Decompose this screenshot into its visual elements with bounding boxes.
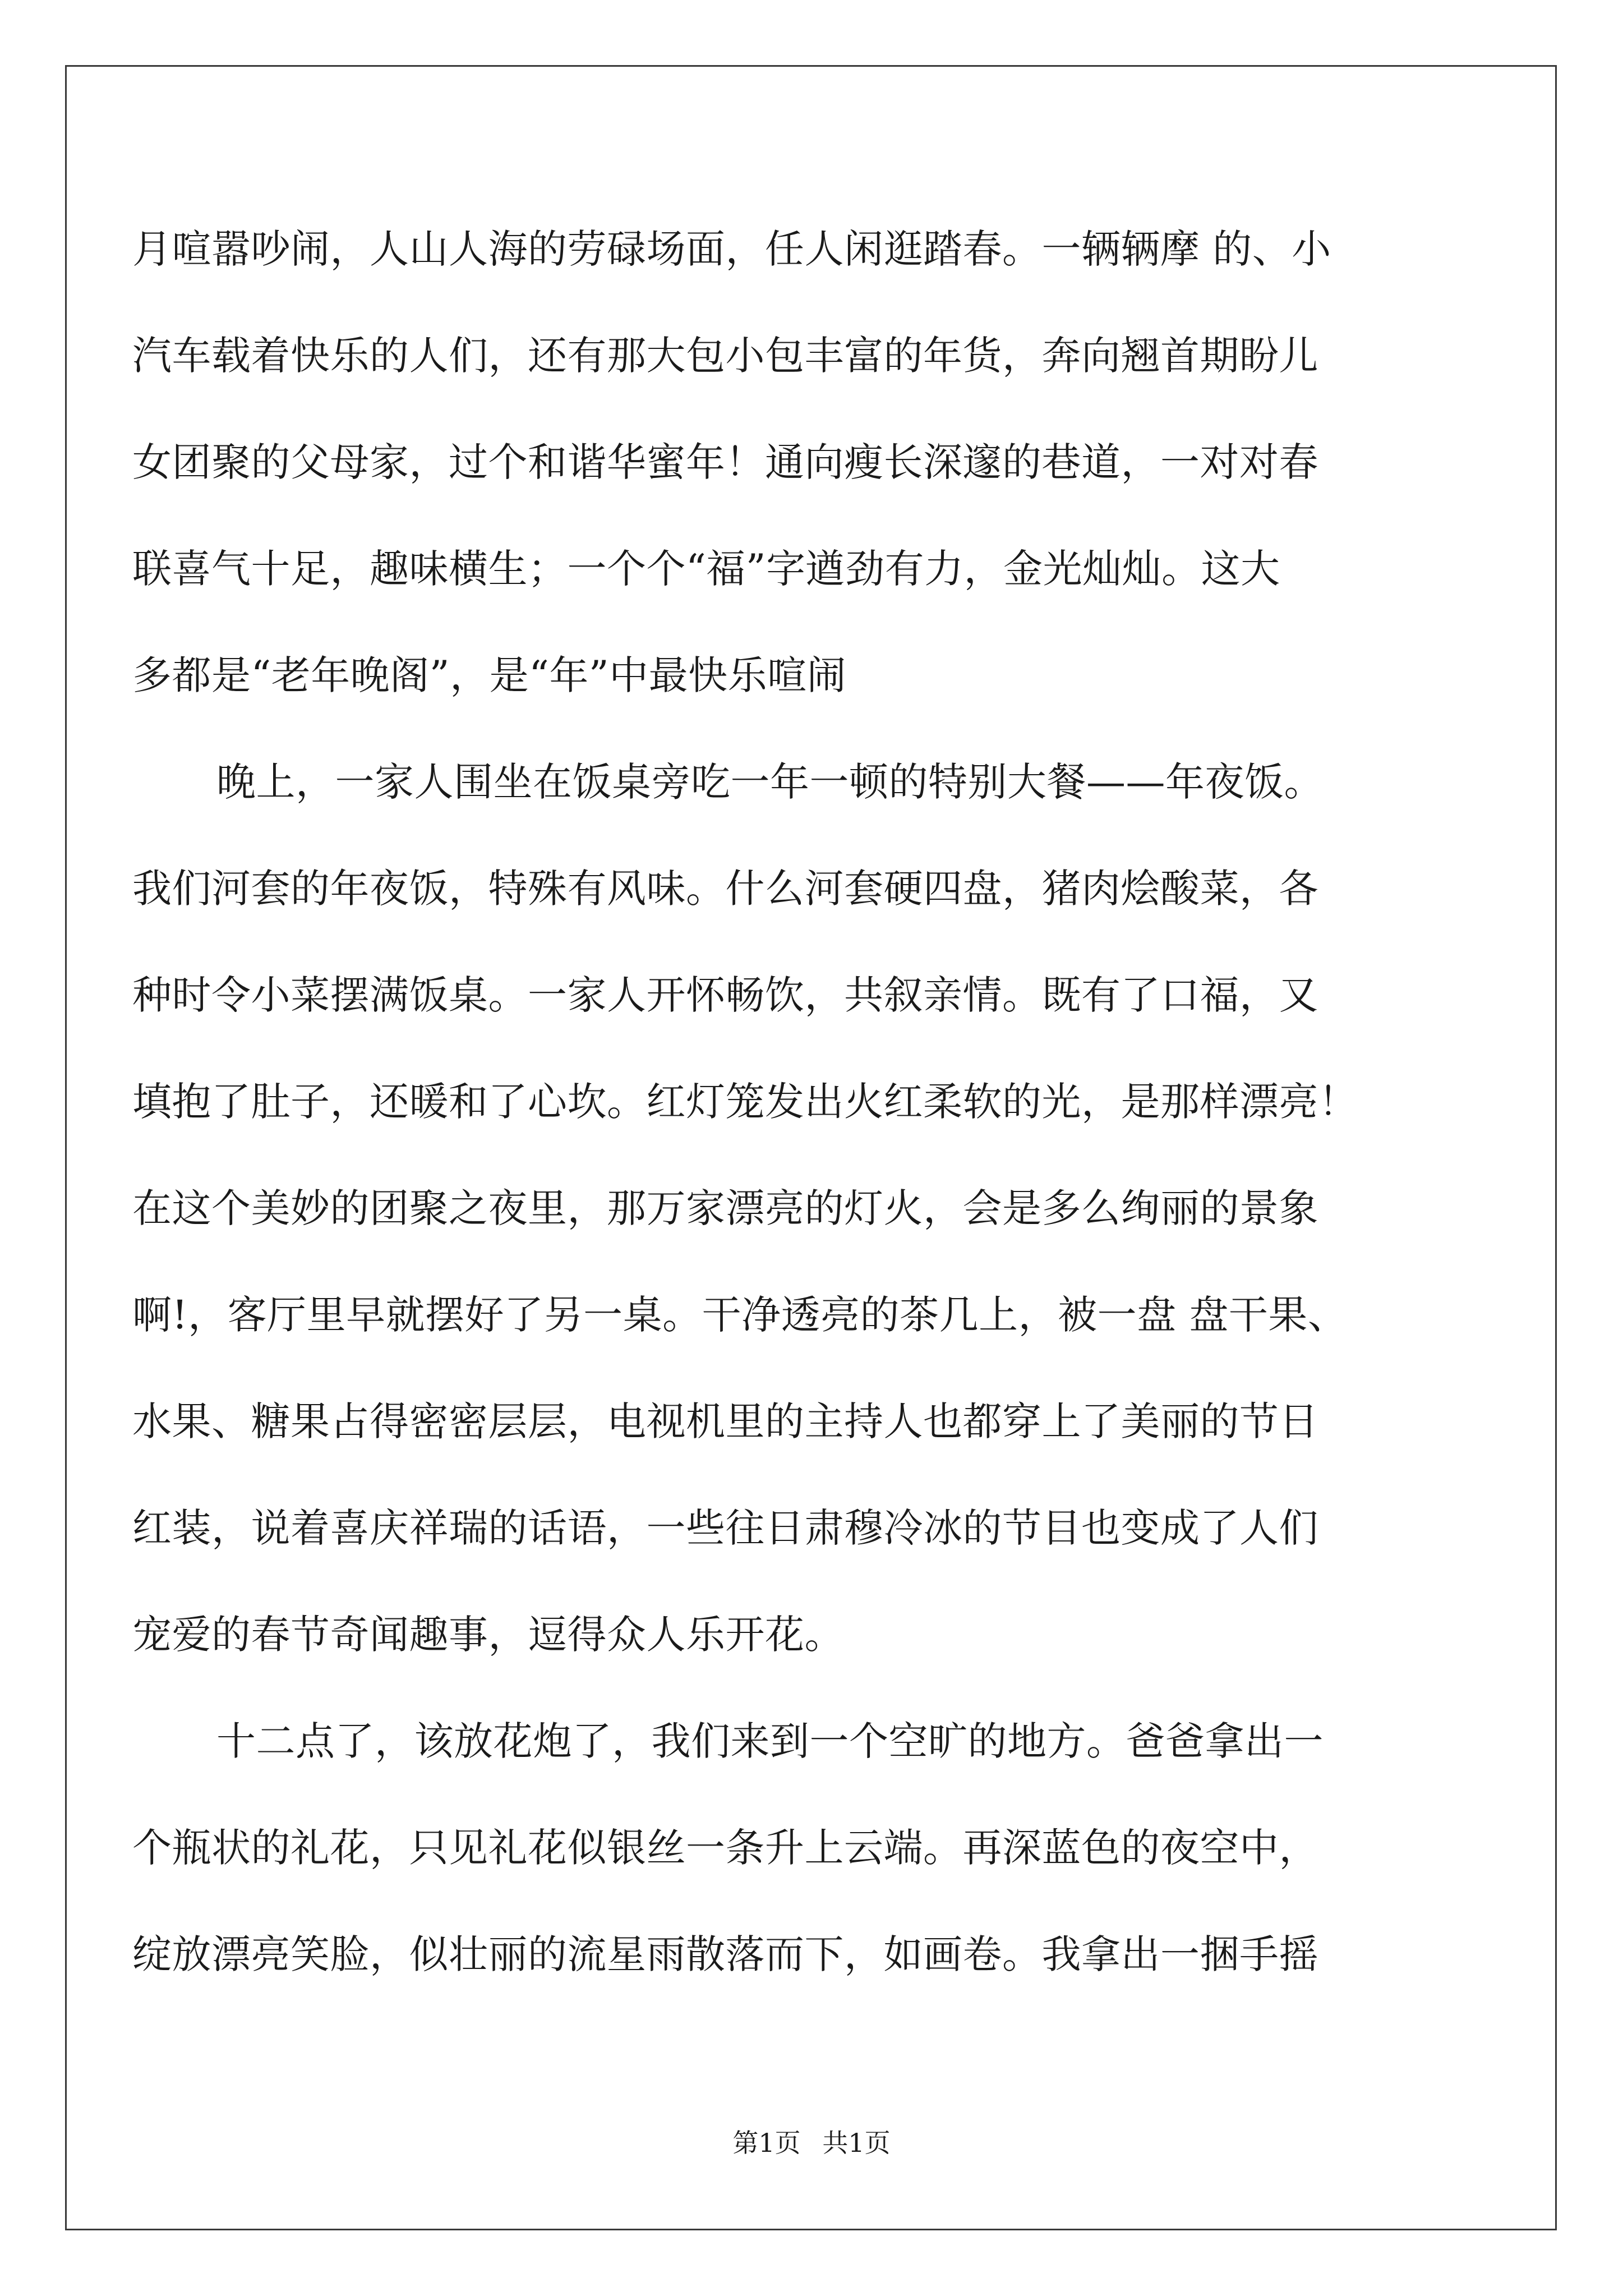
text-line: 绽放漂亮笑脸，似壮丽的流星雨散落而下，如画卷。我拿出一捆手摇	[132, 1931, 1318, 1977]
text-line: 水果、糖果占得密密层层，电视机里的主持人也都穿上了美丽的节日	[132, 1398, 1318, 1444]
text-line: 汽车载着快乐的人们，还有那大包小包丰富的年货，奔向翘首期盼儿	[132, 333, 1318, 379]
page-footer	[0, 2123, 1623, 2160]
paragraph-start: 晚上，一家人围坐在饭桌旁吃一年一顿的特别大餐——年夜饭。	[216, 759, 1324, 805]
text-line: 联喜气十足，趣味横生；一个个“福”字遒劲有力，金光灿灿。这大	[132, 546, 1280, 592]
text-line: 宠爱的春节奇闻趣事，逗得众人乐开花。	[132, 1612, 844, 1658]
text-line: 红装，说着喜庆祥瑞的话语，一些往日肃穆冷冰的节目也变成了人们	[132, 1505, 1318, 1551]
page-total: 共1页	[822, 2128, 891, 2158]
page-border	[65, 65, 1557, 2230]
text-line: 月喧嚣吵闹，人山人海的劳碌场面，任人闲逛踏春。一辆辆摩 的、小	[132, 226, 1331, 272]
text-line: 女团聚的父母家，过个和谐华蜜年！通向瘦长深邃的巷道，一对对春	[132, 439, 1318, 485]
text-line: 啊!，客厅里早就摆好了另一桌。干净透亮的茶几上，被一盘 盘干果、	[132, 1292, 1348, 1338]
text-line: 填抱了肚子，还暖和了心坎。红灯笼发出火红柔软的光，是那样漂亮！	[132, 1079, 1358, 1125]
text-line: 个瓶状的礼花，只见礼花似银丝一条升上云端。再深蓝色的夜空中，	[132, 1825, 1318, 1871]
text-line: 在这个美妙的团聚之夜里，那万家漂亮的灯火，会是多么绚丽的景象	[132, 1185, 1318, 1231]
text-line: 多都是“老年晚阁”，是“年”中最快乐喧闹	[132, 652, 847, 698]
page-number: 第1页	[732, 2128, 801, 2158]
text-line: 种时令小菜摆满饭桌。一家人开怀畅饮，共叙亲情。既有了口福，又	[132, 972, 1318, 1018]
text-line: 我们河套的年夜饭，特殊有风味。什么河套硬四盘，猪肉烩酸菜，各	[132, 866, 1318, 912]
paragraph-start: 十二点了，该放花炮了，我们来到一个空旷的地方。爸爸拿出一	[216, 1718, 1324, 1764]
